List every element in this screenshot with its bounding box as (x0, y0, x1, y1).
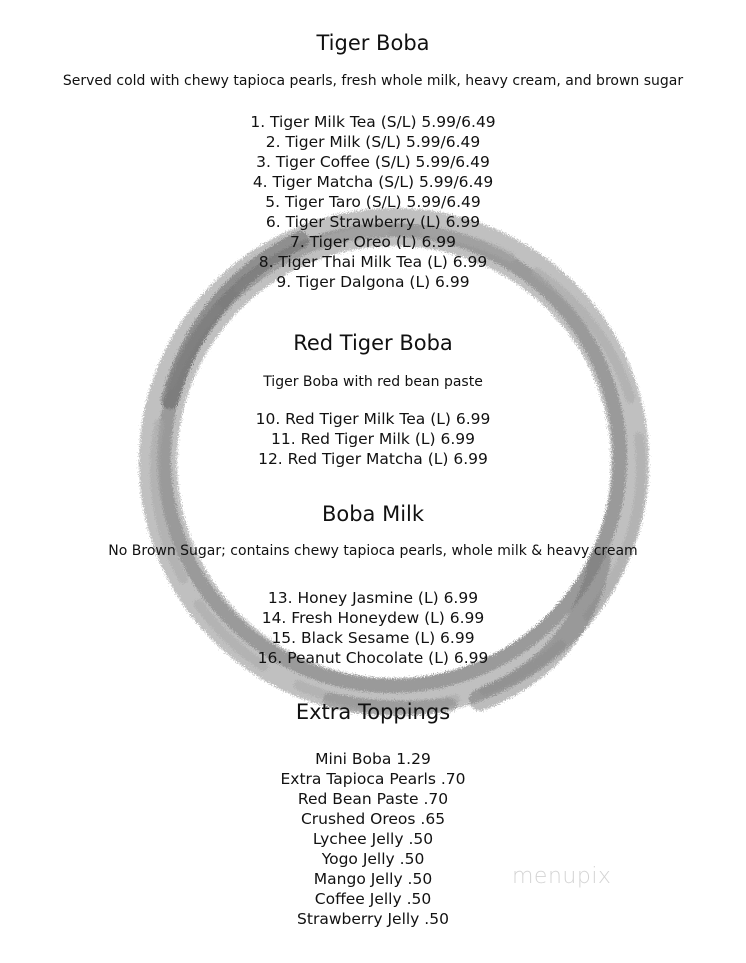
topping-item: Mango Jelly .50 (313, 870, 433, 888)
section-description: Served cold with chewy tapioca pearls, fresh whole milk, heavy cream, and brown sugar (62, 73, 684, 89)
section-extra-toppings (0, 699, 746, 929)
menu-item: 16. Peanut Chocolate (L) 6.99 (257, 649, 489, 667)
menu-item: 4. Tiger Matcha (S/L) 5.99/6.49 (252, 173, 494, 191)
menu-item: 10. Red Tiger Milk Tea (L) 6.99 (255, 410, 491, 428)
section-title: Extra Toppings (295, 700, 451, 724)
menu-item: 2. Tiger Milk (S/L) 5.99/6.49 (265, 133, 481, 151)
section-red-tiger-boba (0, 330, 746, 469)
topping-item: Mini Boba 1.29 (315, 750, 431, 768)
item-list (0, 588, 746, 668)
topping-item: Extra Tapioca Pearls .70 (280, 770, 466, 788)
menupix-watermark: menupix (512, 864, 612, 889)
menu-item: 9. Tiger Dalgona (L) 6.99 (276, 273, 470, 291)
menu-item: 1. Tiger Milk Tea (S/L) 5.99/6.49 (250, 113, 496, 131)
section-boba-milk (0, 501, 746, 668)
item-list (0, 749, 746, 929)
topping-item: Coffee Jelly .50 (314, 890, 432, 908)
menu-item: 12. Red Tiger Matcha (L) 6.99 (258, 450, 488, 468)
menu-item: 13. Honey Jasmine (L) 6.99 (267, 589, 479, 607)
topping-item: Yogo Jelly .50 (321, 850, 425, 868)
section-title: Tiger Boba (316, 31, 430, 55)
topping-item: Strawberry Jelly .50 (297, 910, 449, 928)
menu-item: 6. Tiger Strawberry (L) 6.99 (265, 213, 481, 231)
item-list (0, 409, 746, 469)
menu-item: 7. Tiger Oreo (L) 6.99 (289, 233, 457, 251)
topping-item: Lychee Jelly .50 (312, 830, 434, 848)
topping-item: Crushed Oreos .65 (300, 810, 446, 828)
topping-item: Red Bean Paste .70 (297, 790, 449, 808)
section-description: Tiger Boba with red bean paste (263, 374, 483, 390)
section-title: Red Tiger Boba (293, 331, 453, 355)
section-description: No Brown Sugar; contains chewy tapioca pearls, whole milk & heavy cream (108, 543, 638, 559)
item-list (0, 112, 746, 292)
menu-item: 14. Fresh Honeydew (L) 6.99 (261, 609, 485, 627)
section-tiger-boba (0, 30, 746, 292)
menu-item: 5. Tiger Taro (S/L) 5.99/6.49 (265, 193, 481, 211)
menu-item: 8. Tiger Thai Milk Tea (L) 6.99 (258, 253, 488, 271)
section-title: Boba Milk (321, 502, 425, 526)
menu-item: 3. Tiger Coffee (S/L) 5.99/6.49 (256, 153, 490, 171)
menu-item: 11. Red Tiger Milk (L) 6.99 (271, 430, 475, 448)
menu-item: 15. Black Sesame (L) 6.99 (271, 629, 475, 647)
